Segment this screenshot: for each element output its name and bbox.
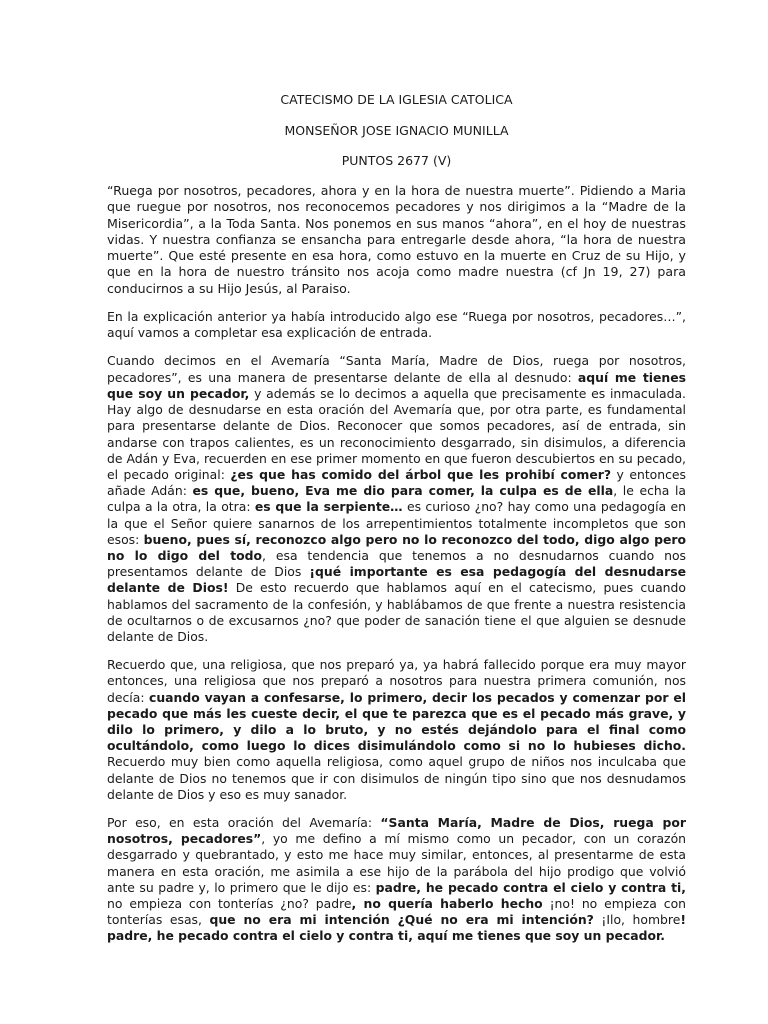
paragraph-3 <box>107 353 686 645</box>
bold-text-run: aquí me tienes que soy un pecador, <box>107 369 687 401</box>
bold-text-run: cuando vayan a confesarse, lo primero, decir los pecados y comenzar por el pecado que más les cueste decir, el que te parezca que es el pecado más grave, y dilo lo primero, y dilo a lo bruto, y no estés dejándolo para el final como ocultándolo, como luego lo dices disimulándolo como si no lo hubieses dicho. <box>107 689 687 754</box>
document-title: CATECISMO DE LA IGLESIA CATOLICA <box>280 92 513 107</box>
text-run: y entonces añade Adán: <box>107 466 686 499</box>
text-run: , esa tendencia que tenemos a no desnudarnos cuando nos presentamos delante de Dios <box>107 547 686 580</box>
bold-text-run: “Santa María, Madre de Dios, ruega por nosotros, pecadores” <box>107 814 686 847</box>
paragraph-1 <box>107 183 686 297</box>
bold-text-run: bueno, pues sí, reconozco algo pero no lo reconozco del todo, digo algo pero no lo digo del todo <box>107 531 686 563</box>
text-run: ¡no! no empieza con tonterías esas, <box>107 895 686 928</box>
paragraph-5 <box>107 815 686 945</box>
text-run: y además se lo decimos a aquella que precisamente es inmaculada. Hay algo de desnudarse en esta oración del Avemaría que, por otra parte, es fundamental para presentarse delante de Dios. Reconocer que somos pecadores, así de entrada, sin andarse con trapos calientes, es un reconocimiento desgarrado, sin disimulos, a diferencia de Adán y Eva, recuerden en ese primer momento en que fueron descubiertos en su pecado, el pecado original: <box>107 385 686 482</box>
text-run: , le echa la culpa a la otra, la otra: <box>107 483 686 515</box>
bold-text-run: , no quería haberlo hecho <box>351 895 543 911</box>
text-run: ¡Ilo, hombre <box>593 912 681 928</box>
text-run: no empieza con tonterías ¿no? padre <box>107 895 352 911</box>
text-run: Recuerdo muy bien como aquella religiosa, como aquel grupo de niños nos inculcaba que delante de Dios no tenemos que ir con disimulos de ningún tipo sino que nos desnudamos delante de Dios y eso es muy sanador. <box>107 754 686 802</box>
text-run: “Ruega por nosotros, pecadores, ahora y en la hora de nuestra muerte”. Pidiendo a Maria que ruegue por nosotros, nos reconocemos pecadores y nos dirigimos a la “Madre de la Misericordia”, a la Toda Santa. Nos ponemos en sus manos “ahora”, en el hoy de nuestras vidas. Y nuestra confianza se ensancha para entregarle desde ahora, “la hora de nuestra muerte”. Que esté presente en esa hora, como estuvo en la muerte en Cruz de su Hijo, y que en la hora de nuestro tránsito nos acoja como madre nuestra (cf Jn 19, 27) para conducirnos a su Hijo Jesús, al Paraiso. <box>107 183 686 296</box>
bold-text-run: ¡qué importante es esa pedagogía del desnudarse delante de Dios! <box>107 564 686 596</box>
text-run: De esto recuerdo que hablamos aquí en el catecismo, pues cuando hablamos del sacramento de la confesión, y hablábamos de que frente a nuestra resistencia de ocultarnos o de excusarnos ¿no? que poder de sanación tiene el que alguien se desnude delante de Dios. <box>107 580 686 644</box>
text-run: Por eso, en esta oración del Avemaría: <box>107 814 381 830</box>
document-points: PUNTOS 2677 (V) <box>341 153 452 168</box>
text-run: es curioso ¿no? hay como una pedagogía en la que el Señor quiere sanarnos de los arrepentimientos totalmente incompletos que son esos: <box>107 499 686 547</box>
paragraph-4 <box>107 657 686 803</box>
text-run: En la explicación anterior ya había introducido algo ese “Ruega por nosotros, pecadores…”, aquí vamos a completar esa explicación de entrada. <box>107 309 686 341</box>
bold-text-run: es que la serpiente… <box>254 499 403 515</box>
bold-text-run: ! padre, he pecado contra el cielo y contra ti, aquí me tienes que soy un pecador. <box>107 912 686 944</box>
bold-text-run: es que, bueno, Eva me dio para comer, la culpa es de ella <box>192 483 614 499</box>
text-run: , yo me defino a mí mismo como un pecador, con un corazón desgarrado y quebrantado, y esto me hace muy similar, entonces, al presentarme de esta manera en esta oración, me asimila a ese hijo de la parábola del hijo prodigo que volvió ante su padre y, lo primero que le dijo es: <box>107 831 686 895</box>
document-author: MONSEÑOR JOSE IGNACIO MUNILLA <box>284 123 509 138</box>
bold-text-run: que no era mi intención ¿Qué no era mi intención? <box>209 912 594 928</box>
bold-text-run: ¿es que has comido del árbol que les prohibí comer? <box>230 466 612 482</box>
text-run: Recuerdo que, una religiosa, que nos preparó ya, ya habrá fallecido porque era muy mayor entonces, una religiosa que nos preparó a nosotros para nuestra primera comunión, nos decía: <box>107 657 686 705</box>
bold-text-run: padre, he pecado contra el cielo y contra ti, <box>375 879 686 895</box>
text-run: Cuando decimos en el Avemaría “Santa María, Madre de Dios, ruega por nosotros, pecadores”, es una manera de presentarse delante de ella al desnudo: <box>107 353 686 385</box>
paragraph-2 <box>107 309 686 341</box>
